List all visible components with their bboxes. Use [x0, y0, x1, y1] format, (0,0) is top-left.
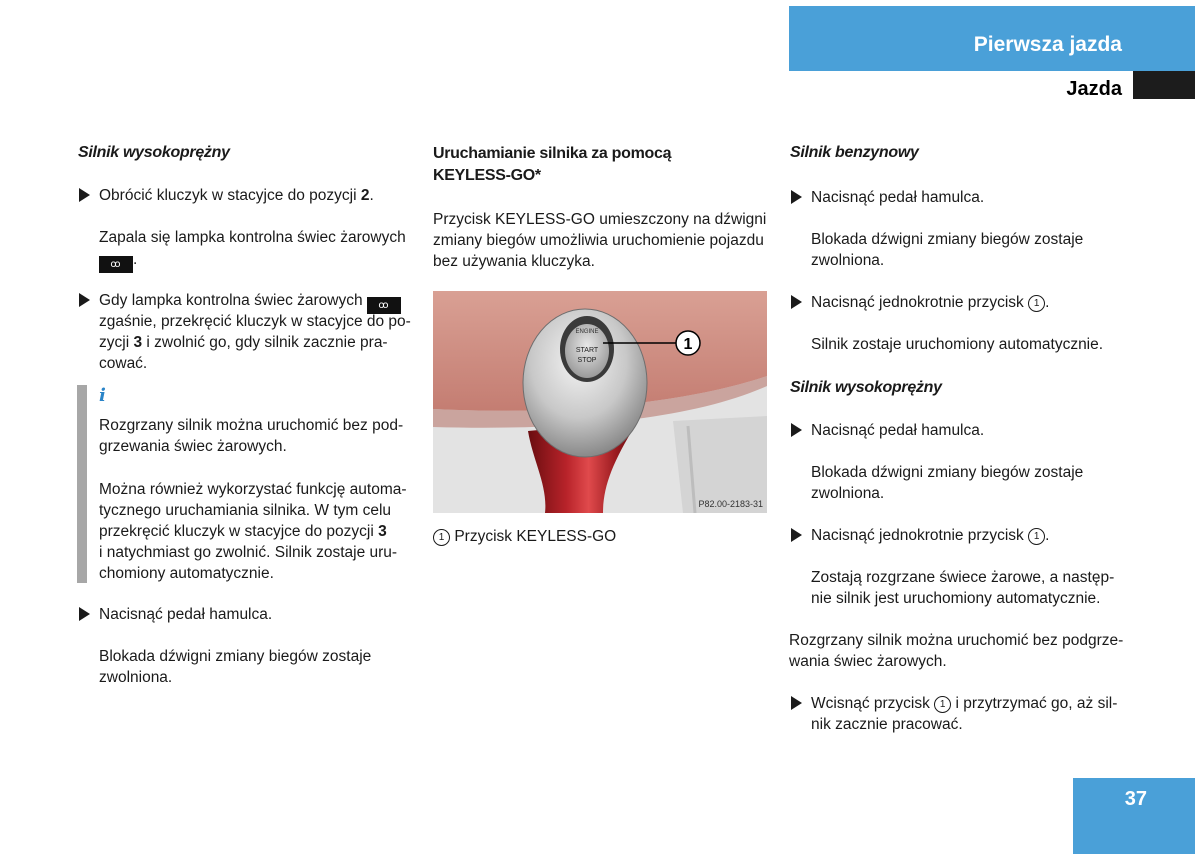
info-p2-line4: i natychmiast go zwolnić. Silnik zostaje uru- — [99, 544, 398, 561]
col3-d1-note1: Blokada dźwigni zmiany biegów zostaje — [811, 464, 1084, 481]
engine-label: ENGINE — [575, 329, 599, 335]
keyless-go-photo — [433, 291, 767, 513]
callout-ref: 1 — [934, 696, 951, 713]
col1-step2-line1: Gdy lampka kontrolna świec żarowych ꝏ — [99, 290, 401, 314]
col1-step3-note2: zwolniona. — [99, 669, 173, 686]
bullet-arrow-icon — [791, 295, 802, 309]
col3-d2-note2: nie silnik jest uruchomiony automatycznie. — [811, 590, 1101, 607]
bullet-arrow-icon — [791, 190, 802, 204]
col3-s1: Nacisnąć pedał hamulca. — [811, 189, 985, 206]
col1-step2-line2: zgaśnie, przekręcić kluczyk w stacyjce do po- — [99, 313, 411, 330]
col2-intro-line1: Przycisk KEYLESS-GO umieszczony na dźwigni — [433, 211, 767, 228]
col3-d3: Wcisnąć przycisk 1 i przytrzymać go, aż sil- — [811, 695, 1118, 712]
chapter-title: Pierwsza jazda — [973, 33, 1122, 56]
info-bar — [77, 385, 87, 583]
col1-heading: Silnik wysokoprężny — [78, 144, 230, 161]
col3-para1: Rozgrzany silnik można uruchomić bez podgrze- — [789, 632, 1124, 649]
col3-s1-note2: zwolniona. — [811, 252, 885, 269]
callout-ref: 1 — [1028, 528, 1045, 545]
col3-d1-note2: zwolniona. — [811, 485, 885, 502]
stop-label: STOP — [577, 357, 597, 364]
col3-d2: Nacisnąć jednokrotnie przycisk 1 . — [811, 527, 1050, 544]
col1-step3: Nacisnąć pedał hamulca. — [99, 606, 273, 623]
info-p1-line1: Rozgrzany silnik można uruchomić bez pod- — [99, 417, 404, 434]
bullet-arrow-icon — [791, 696, 802, 710]
col1-step2-line3: zycji 3 i zwolnić go, gdy silnik zacznie pra- — [99, 334, 388, 351]
col3-heading2: Silnik wysokoprężny — [790, 379, 942, 396]
col1-step3-note1: Blokada dźwigni zmiany biegów zostaje — [99, 648, 372, 665]
bullet-arrow-icon — [79, 293, 90, 307]
bullet-arrow-icon — [791, 423, 802, 437]
bullet-arrow-icon — [791, 528, 802, 542]
page-number: 37 — [1124, 788, 1147, 810]
col1-step1: Obrócić kluczyk w stacyjce do pozycji 2. — [99, 187, 374, 204]
photo-caption: 1 Przycisk KEYLESS-GO — [433, 526, 616, 547]
image-code: P82.00-2183-31 — [698, 499, 763, 509]
info-p2-line2: tycznego uruchamiania silnika. W tym celu — [99, 502, 392, 519]
col3-d3-line2: nik zacznie pracować. — [811, 716, 963, 733]
section-marker — [1133, 71, 1195, 99]
section-title: Jazda — [1066, 78, 1122, 100]
bullet-arrow-icon — [79, 607, 90, 621]
info-icon: i — [99, 385, 106, 406]
col3-s1-note1: Blokada dźwigni zmiany biegów zostaje — [811, 231, 1084, 248]
col2-heading-line1: Uruchamianie silnika za pomocą — [433, 145, 672, 162]
callout-ref: 1 — [1028, 295, 1045, 312]
info-p2-line1: Można również wykorzystać funkcję automa- — [99, 481, 407, 498]
col2-intro-line2: zmiany biegów umożliwia uruchomienie pojazdu — [433, 232, 764, 249]
col1-step1-note-icon: ꝏ . — [99, 249, 137, 273]
info-p2-line5: chomiony automatycznie. — [99, 565, 274, 582]
col3-s2: Nacisnąć jednokrotnie przycisk 1 . — [811, 294, 1050, 311]
info-p1-line2: grzewania świec żarowych. — [99, 438, 287, 455]
glow-plug-icon: ꝏ — [99, 256, 133, 273]
bullet-arrow-icon — [79, 188, 90, 202]
glow-plug-icon: ꝏ — [367, 297, 401, 314]
col1-step1-note: Zapala się lampka kontrolna świec żarowych — [99, 229, 406, 246]
col2-heading-line2: KEYLESS-GO* — [433, 167, 541, 184]
col3-d1: Nacisnąć pedał hamulca. — [811, 422, 985, 439]
callout-number: 1 — [683, 336, 693, 353]
start-label: START — [575, 347, 599, 354]
col1-step2-line4: cować. — [99, 355, 148, 372]
col2-intro-line3: bez używania kluczyka. — [433, 253, 595, 270]
info-p2-line3: przekręcić kluczyk w stacyjce do pozycji 3 — [99, 523, 387, 540]
col3-d2-note1: Zostają rozgrzane świece żarowe, a następ- — [811, 569, 1115, 586]
col3-heading1: Silnik benzynowy — [790, 144, 919, 161]
col3-s2-note: Silnik zostaje uruchomiony automatycznie. — [811, 336, 1104, 353]
col3-para2: wania świec żarowych. — [789, 653, 947, 670]
caption-callout: 1 — [433, 529, 450, 546]
